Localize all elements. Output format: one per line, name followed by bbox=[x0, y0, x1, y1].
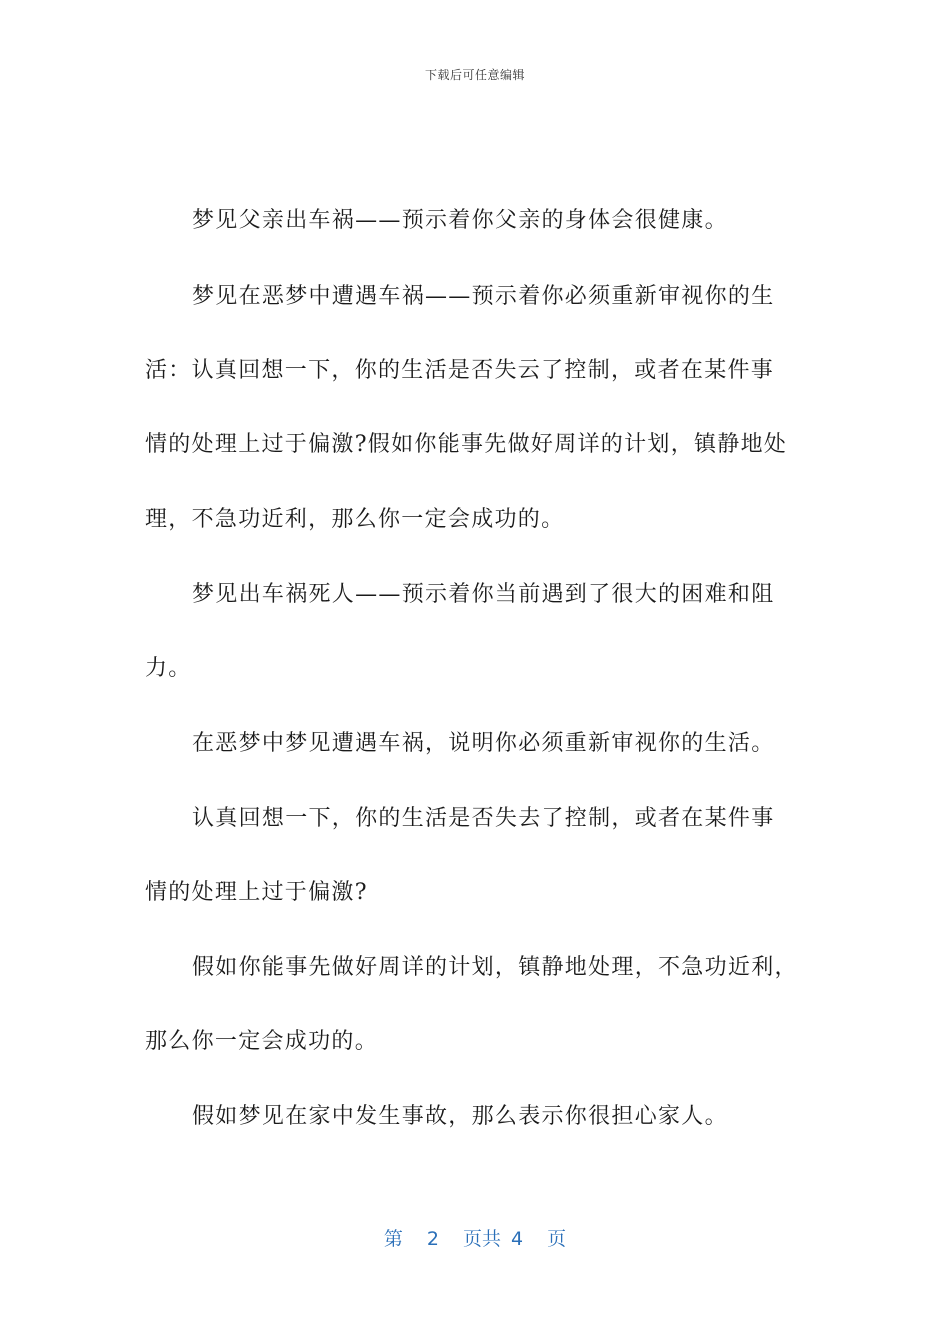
paragraph-line: 假如梦见在家中发生事故，那么表示你很担心家人。 bbox=[192, 1104, 728, 1129]
paragraph-line: 那么你一定会成功的。 bbox=[145, 1029, 379, 1054]
current-page-number: 2 bbox=[426, 1228, 439, 1250]
paragraph-line: 梦见父亲出车祸——预示着你父亲的身体会很健康。 bbox=[192, 208, 728, 233]
page-header: 下载后可任意编辑 bbox=[424, 68, 525, 82]
paragraph-line: 情的处理上过于偏激?假如你能事先做好周详的计划，镇静地处 bbox=[145, 432, 788, 457]
paragraph-line: 梦见在恶梦中遭遇车祸——预示着你必须重新审视你的生 bbox=[192, 284, 775, 309]
footer-middle: 页共 bbox=[462, 1228, 501, 1250]
paragraph-line: 认真回想一下，你的生活是否失去了控制，或者在某件事 bbox=[192, 806, 775, 831]
footer-suffix: 页 bbox=[547, 1228, 567, 1250]
total-page-number: 4 bbox=[511, 1228, 524, 1250]
paragraph-line: 在恶梦中梦见遭遇车祸，说明你必须重新审视你的生活。 bbox=[192, 731, 775, 756]
paragraph-line: 假如你能事先做好周详的计划，镇静地处理，不急功近利， bbox=[192, 955, 798, 980]
paragraph-line: 活：认真回想一下，你的生活是否失云了控制，或者在某件事 bbox=[145, 358, 775, 383]
page-footer bbox=[0, 1224, 950, 1251]
paragraph-line: 力。 bbox=[145, 656, 192, 681]
paragraph-line: 梦见出车祸死人——预示着你当前遇到了很大的困难和阻 bbox=[192, 582, 775, 607]
paragraph-line: 情的处理上过于偏激? bbox=[145, 880, 368, 905]
footer-prefix: 第 bbox=[383, 1228, 403, 1250]
paragraph-line: 理，不急功近利，那么你一定会成功的。 bbox=[145, 507, 565, 532]
